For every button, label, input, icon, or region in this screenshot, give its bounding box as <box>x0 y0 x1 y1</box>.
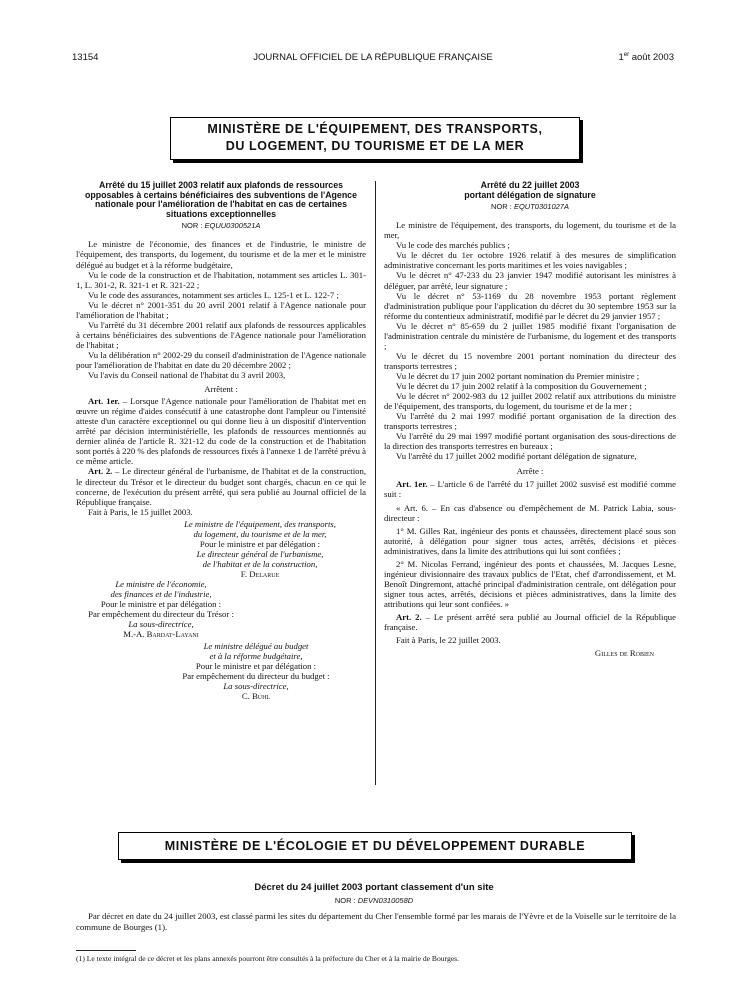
paragraph: Vu le décret n° 53-1169 du 28 novembre 1953 portant règlement d'administration publique pour l'application du décret du 30 septembre 1953 sur la réforme du contentieux administratif, modifié par le décret du 29 janvier 1957 ; <box>384 290 676 321</box>
decree-nor-reference: NOR : DEVN0310058D <box>334 896 414 905</box>
right-column-arrete <box>384 181 676 658</box>
paragraph: Vu l'arrêté du 29 mai 1997 modifié portant organisation des sous-directions de la direction des transports terrestres en bureaux ; <box>384 431 676 452</box>
paragraph: Vu l'arrêté du 31 décembre 2001 relatif aux plafonds de ressources applicables à certains bénéficiaires des subventions de l'Agence nationale pour l'amélioration de l'habitat ; <box>76 319 366 350</box>
decree-body: Par décret en date du 24 juillet 2003, est classé parmi les sites du département du Cher l'ensemble formé par les marais de l'Yèvre et de la Voiselle sur le territoire de la commune de Bourges (1). <box>76 911 676 932</box>
paragraph: Le ministre de l'équipement, des transports, du logement, du tourisme et de la mer, <box>384 220 676 241</box>
article-2: Art. 2. – Le présent arrêté sera publié au Journal officiel de la République française. <box>384 611 676 633</box>
ministry-heading-equipement <box>170 117 580 160</box>
paragraph: Vu le décret n° 2002-983 du 12 juillet 2002 relatif aux attributions du ministre de l'équipement, des transports, du logement, du tourisme et de la mer ; <box>384 391 676 412</box>
paragraph: Vu le décret n° 85-659 du 2 juillet 1985 modifié fixant l'organisation de l'administration centrale du ministère de l'urbanisme, du logement et des transports ; <box>384 320 676 351</box>
article-2: Art. 2. – Le directeur général de l'urbanisme, de l'habitat et de la construction, le directeur du Trésor et le directeur du budget sont chargés, chacun en ce qui le concerne, de l'exécution du présent arrêté, qui sera publié au Journal officiel de la République française. <box>76 466 366 507</box>
fait-a-paris: Fait à Paris, le 15 juillet 2003. <box>88 506 193 517</box>
paragraph: Vu l'arrêté du 17 juillet 2002 modifié portant délégation de signature, <box>396 451 637 462</box>
paragraph: Vu le décret du 15 novembre 2001 portant nomination du directeur des transports terrestres ; <box>384 350 676 371</box>
paragraph: Vu le décret du 17 juin 2002 relatif à la composition du Gouvernement ; <box>396 380 647 391</box>
arrete-subtitle: portant délégation de signature <box>464 189 596 200</box>
paragraph: Vu l'arrêté du 2 mai 1997 modifié portant organisation de la direction des transports terrestres ; <box>384 411 676 432</box>
footnote-divider <box>76 950 136 951</box>
arrete-title: Arrêté du 15 juillet 2003 relatif aux plafonds de ressources opposables à certains bénéficiaires des subventions de l'Agence nationale pour l'amélioration de l'habitat en cas de certaines situations exceptionnelles <box>85 180 357 219</box>
article-1: Art. 1er. – Lorsque l'Agence nationale pour l'amélioration de l'habitat met en œuvre un régime d'aides consécutif à une catastrophe dont l'ampleur ou l'intensité atteste d'un caractère exceptionnel ou qui donne lieu à un dispositif d'intervention arrêté par décision interministérielle, les plafonds de ressources mentionnés au dernier alinéa de l'article R. 321-12 du code de la construction et de l'habitation sont portés à 220 % des plafonds de ressources fixés à l'annexe 1 de l'arrêté prévu à ce même article. <box>76 396 366 467</box>
ministry-line-1: MINISTÈRE DE L'ÉCOLOGIE ET DU DÉVELOPPEMENT DURABLE <box>164 839 586 853</box>
signature-block-1: Le ministre de l'équipement, des transports, du logement, du tourisme et de la mer, Pour le ministre et par délégation : Le directeur général de l'urbanisme, de l'habitat et de la construction, F. Delarue <box>184 518 336 579</box>
nor-reference: NOR : EQUT0301027A <box>491 202 569 212</box>
paragraph: Vu le décret du 1er octobre 1926 relatif à des mesures de simplification administrative concernant les ports maritimes et les voies navigables ; <box>384 250 676 271</box>
paragraph: Vu le décret n° 2001-351 du 20 avril 2001 relatif à l'Agence nationale pour l'amélioration de l'habitat ; <box>76 299 366 320</box>
journal-title: JOURNAL OFFICIEL DE LA RÉPUBLIQUE FRANÇAISE <box>253 52 493 63</box>
arretent-heading: Arrêtent : <box>204 384 238 395</box>
delegation-item-2: 2° M. Nicolas Ferrand, ingénieur des ponts et chaussées, M. Jacques Lesne, ingénieur divisionnaire des travaux publics de l'Etat, chef d'arrondissement, et M. Benoît Dingremont, attaché principal d'administration centrale, ont délégation pour signer tous actes, arrêtés, décisions et pièces administratives, dans la limite des attributions qui leur sont confiées. » <box>384 558 676 609</box>
fait-a-paris: Fait à Paris, le 22 juillet 2003. <box>396 635 501 646</box>
paragraph: Vu la délibération n° 2002-29 du conseil d'administration de l'Agence nationale pour l'amélioration de l'habitat en date du 20 décembre 2002 ; <box>76 349 366 370</box>
nor-reference: NOR : EQUU0300521A <box>181 221 261 231</box>
paragraph: Vu le code des marchés publics ; <box>396 240 510 251</box>
article-1: Art. 1er. – L'article 6 de l'arrêté du 17 juillet 2002 susvisé est modifié comme suit : <box>384 479 676 500</box>
arrete-title: Arrêté du 22 juillet 2003 <box>480 180 580 190</box>
ministry-line-2: DU LOGEMENT, DU TOURISME ET DE LA MER <box>225 139 525 153</box>
page-number: 13154 <box>72 52 99 63</box>
paragraph: Vu le décret n° 47-233 du 23 janvier 1947 modifié autorisant les ministres à déléguer, par arrêté, leur signature ; <box>384 270 676 291</box>
paragraph: Vu le code de la construction et de l'habitation, notamment ses articles L. 301-1, L. 301-2, R. 321-1 et R. 321-22 ; <box>76 269 366 290</box>
signature-block-3: Le ministre délégué au budget et à la réforme budgétaire, Pour le ministre et par délégation : Par empêchement du directeur du budget : La sous-directrice, C. Buhl <box>182 641 330 702</box>
column-divider <box>375 181 376 785</box>
article-6-intro: « Art. 6. – En cas d'absence ou d'empêchement de M. Patrick Labia, sous-directeur : <box>384 502 676 523</box>
issue-date: 1er août 2003 <box>618 52 674 64</box>
signature-block-2: Le ministre de l'économie, des finances et de l'industrie, Pour le ministre et par délégation : Par empêchement du directeur du Trésor : La sous-directrice, M.-A. Bardat-Layani <box>88 578 234 640</box>
delegation-item-1: 1° M. Gilles Rat, ingénieur des ponts et chaussées, directement placé sous son autorité, à délégation pour signer tous actes, arrêtés, décisions et pièces administratives, dans la limite des attributions qui lui sont confiées ; <box>384 525 676 556</box>
paragraph: Vu le décret du 17 juin 2002 portant nomination du Premier ministre ; <box>396 370 640 381</box>
paragraph: Vu l'avis du Conseil national de l'habitat du 3 avril 2003, <box>88 370 286 381</box>
paragraph: Le ministre de l'économie, des finances et de l'industrie, le ministre de l'équipement, des transports, du logement, du tourisme et de la mer et le ministre délégué au budget et à la réforme budgétaire, <box>76 239 366 270</box>
ministry-heading-ecologie <box>118 832 632 860</box>
page-header <box>72 52 674 66</box>
arrete-heading: Arrête : <box>516 466 544 477</box>
left-column-arrete <box>76 181 366 702</box>
footnote: (1) Le texte intégral de ce décret et les plans annexés pourront être consultés à la préfecture du Cher et à la mairie de Bourges. <box>76 954 459 963</box>
paragraph: Vu le code des assurances, notamment ses articles L. 125-1 et L. 122-7 ; <box>88 289 339 300</box>
ministry-line-1: MINISTÈRE DE L'ÉQUIPEMENT, DES TRANSPORTS, <box>207 122 543 136</box>
decree-title: Décret du 24 juillet 2003 portant classement d'un site <box>254 882 494 893</box>
signature-robien: Gilles de Robien <box>594 648 654 659</box>
